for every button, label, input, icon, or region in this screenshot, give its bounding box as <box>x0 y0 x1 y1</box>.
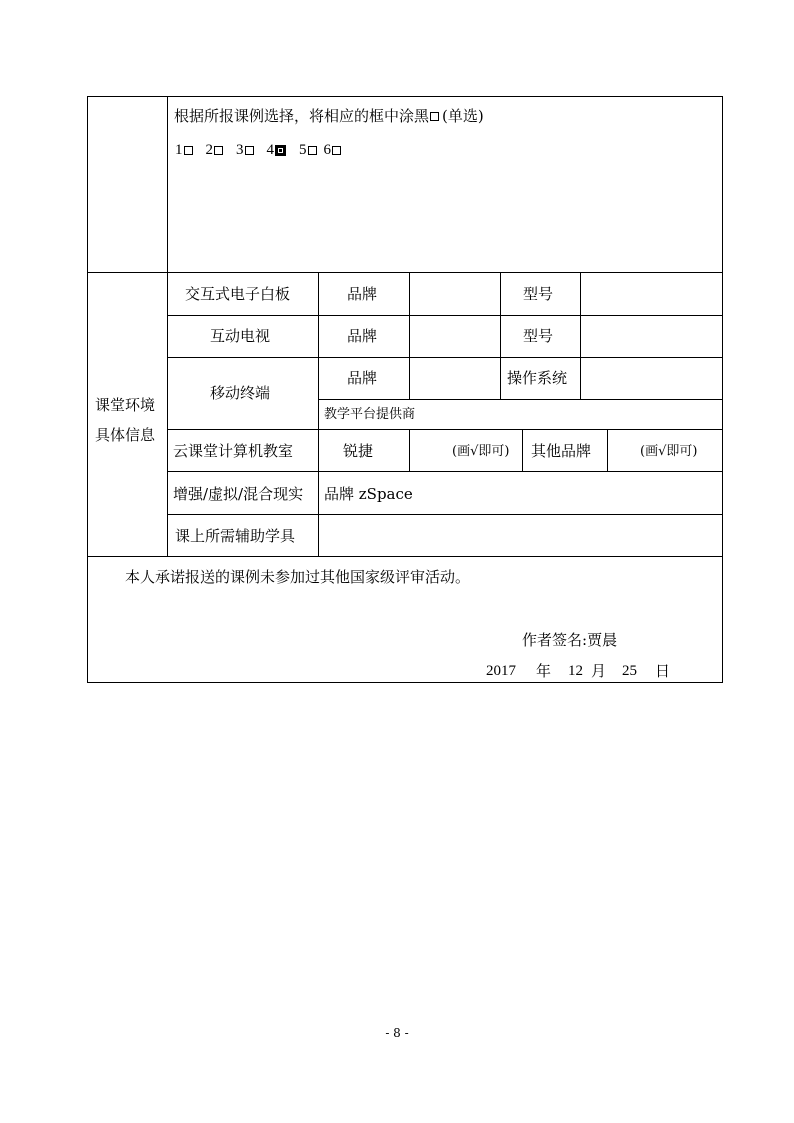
brand-label: 品牌 <box>347 285 378 303</box>
option-item[interactable] <box>236 141 257 159</box>
signature-label: 作者签名: <box>522 631 588 649</box>
table-col-divider <box>318 272 319 557</box>
pledge-text: 本人承诺报送的课例未参加过其他国家级评审活动。 <box>125 568 471 586</box>
model-label: 型号 <box>523 285 554 303</box>
table-col-divider <box>500 272 501 400</box>
platform-label: 教学平台提供商 <box>324 407 416 422</box>
table-col-divider <box>409 272 410 400</box>
row-name-whiteboard: 交互式电子白板 <box>185 285 291 303</box>
row-name-tv: 互动电视 <box>210 327 271 345</box>
table-col-divider <box>522 429 523 472</box>
table-row-divider <box>167 471 723 472</box>
checkbox-icon <box>430 112 439 121</box>
option-item[interactable] <box>267 141 290 159</box>
table-right-border <box>722 96 723 683</box>
option-label: 4 <box>266 142 274 158</box>
row-name-aids: 课上所需辅助学具 <box>175 527 296 545</box>
instruction-text: 根据所报课例选择，将相应的框中涂黑 <box>174 107 430 125</box>
table-row-divider <box>318 399 723 400</box>
brand-label: 品牌 <box>347 369 378 387</box>
page-number: - 8 - <box>385 1026 409 1040</box>
signature-line <box>522 631 617 649</box>
table-row-divider <box>167 357 723 358</box>
checkbox-icon[interactable] <box>332 146 341 155</box>
date-year: 2017 <box>486 663 516 679</box>
table-col-divider <box>409 429 410 472</box>
checkbox-icon[interactable] <box>245 146 254 155</box>
option-label: 6 <box>323 142 331 158</box>
option-label: 3 <box>236 142 244 158</box>
instruction-suffix: (单选) <box>442 107 484 125</box>
checkbox-icon[interactable] <box>214 146 223 155</box>
check-note[interactable]: (画√即可) <box>640 444 698 459</box>
checkbox-icon[interactable] <box>184 146 193 155</box>
table-row-divider <box>87 272 723 273</box>
table-col-divider <box>607 429 608 472</box>
table-bottom-border <box>87 682 723 683</box>
table-row-divider <box>167 429 723 430</box>
table-top-border <box>87 96 723 97</box>
table-col-divider <box>167 96 168 557</box>
checkbox-filled-icon[interactable] <box>275 145 286 156</box>
signature-name: 贾晨 <box>587 631 618 649</box>
env-header-line2: 具体信息 <box>95 426 156 444</box>
date-day: 25 <box>622 663 637 679</box>
brand-other: 其他品牌 <box>531 442 592 460</box>
option-item[interactable] <box>206 141 227 159</box>
date-month-unit: 月 <box>591 662 607 680</box>
option-list <box>175 141 354 159</box>
os-label: 操作系统 <box>507 369 568 387</box>
row-name-cloud: 云课堂计算机教室 <box>173 442 294 460</box>
row-name-ar: 增强/虚拟/混合现实 <box>173 485 304 503</box>
table-row-divider <box>87 556 723 557</box>
date-day-unit: 日 <box>655 662 671 680</box>
option-label: 1 <box>175 142 183 158</box>
table-left-border <box>87 96 88 683</box>
option-label: 2 <box>205 142 213 158</box>
table-col-divider <box>580 272 581 400</box>
table-row-divider <box>167 514 723 515</box>
option-item[interactable] <box>299 141 320 159</box>
option-item[interactable] <box>324 141 345 159</box>
selection-instruction <box>174 107 484 125</box>
model-label: 型号 <box>523 327 554 345</box>
checkbox-icon[interactable] <box>308 146 317 155</box>
brand-ruijie: 锐捷 <box>343 442 374 460</box>
check-note[interactable]: (画√即可) <box>452 444 510 459</box>
date-month: 12 <box>568 663 583 679</box>
table-row-divider <box>167 315 723 316</box>
brand-label: 品牌 <box>347 327 378 345</box>
date-year-unit: 年 <box>536 662 552 680</box>
ar-brand-value[interactable]: 品牌 zSpace <box>324 485 413 503</box>
option-item[interactable] <box>175 141 196 159</box>
row-name-mobile: 移动终端 <box>210 384 271 402</box>
option-label: 5 <box>299 142 307 158</box>
env-header-line1: 课堂环境 <box>95 396 156 414</box>
